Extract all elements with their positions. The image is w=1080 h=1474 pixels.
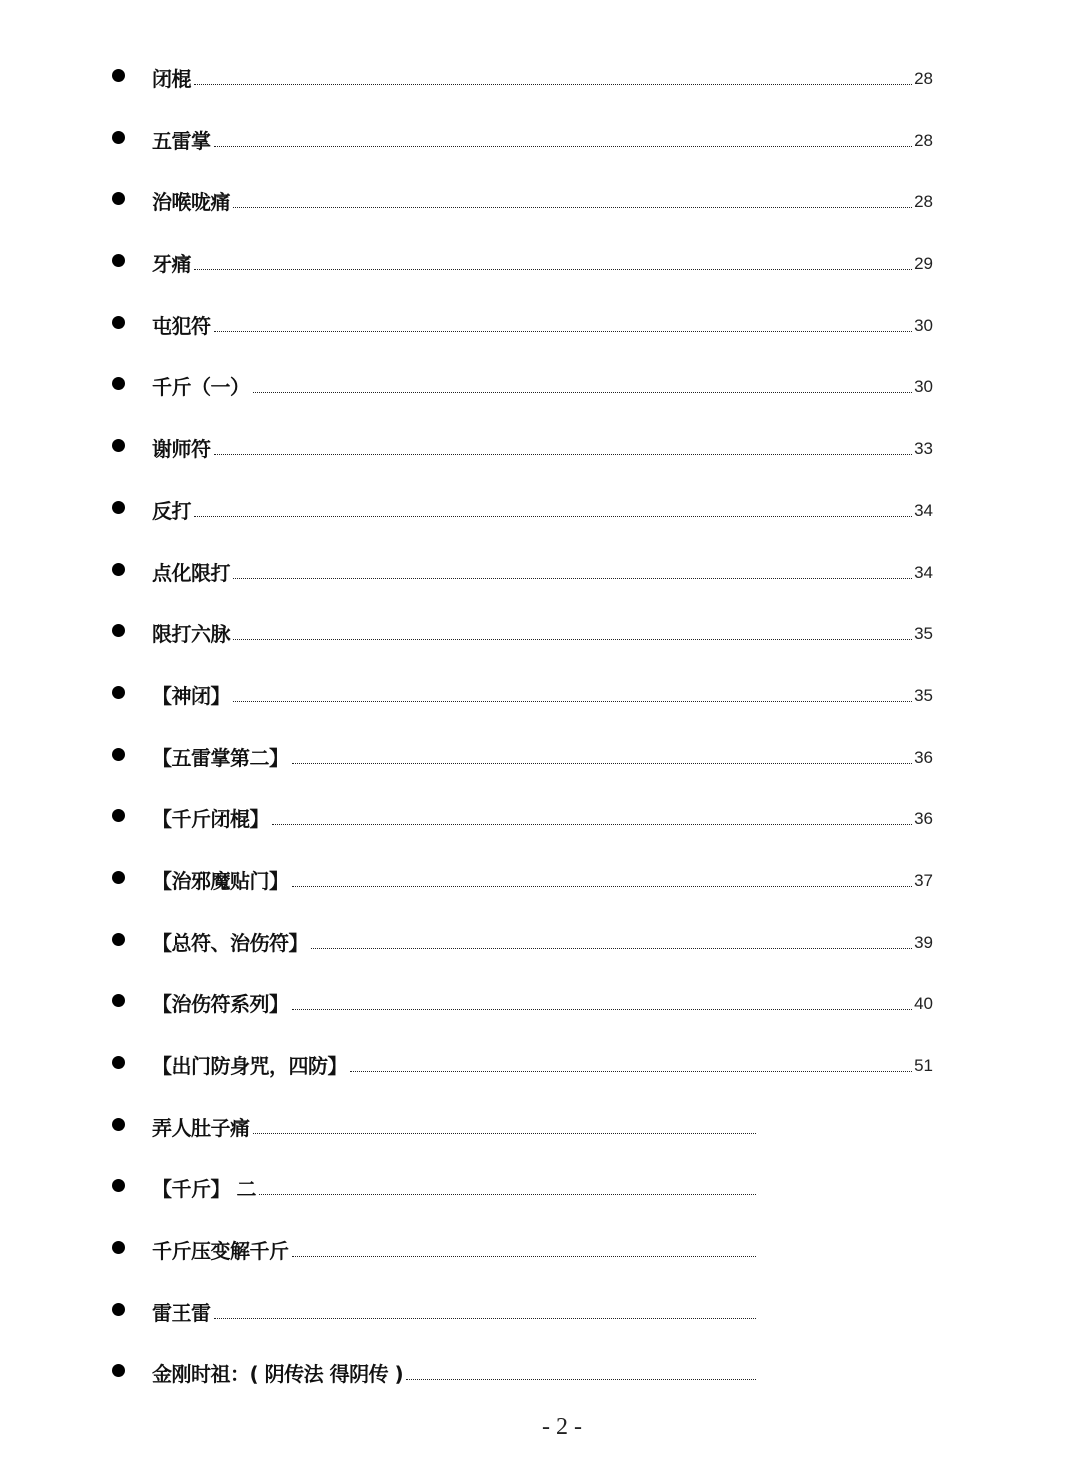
toc-entry-line — [152, 1112, 758, 1140]
toc-entry[interactable] — [0, 847, 1080, 909]
toc-entry[interactable] — [0, 724, 1080, 786]
toc-entry[interactable] — [0, 1279, 1080, 1341]
dot-leader — [233, 578, 912, 579]
toc-entry[interactable] — [0, 107, 1080, 169]
toc-entry[interactable] — [0, 970, 1080, 1032]
toc-page-number: 28 — [914, 69, 933, 88]
toc-entry-line — [152, 495, 933, 523]
toc-entry-line — [152, 1050, 933, 1078]
dot-leader — [292, 763, 913, 764]
bullet-icon — [112, 871, 125, 884]
dot-leader — [272, 824, 912, 825]
toc-page-number: 35 — [914, 624, 933, 644]
bullet-icon — [112, 254, 125, 267]
dot-leader — [214, 454, 913, 455]
toc-entry[interactable] — [0, 1155, 1080, 1217]
toc-entry-title: 【治伤符系列】 — [152, 992, 289, 1017]
bullet-icon — [112, 1118, 125, 1131]
toc-entry-title: 【五雷掌第二】 — [152, 745, 289, 770]
toc-entry[interactable] — [0, 477, 1080, 539]
toc-entry-line — [152, 186, 933, 214]
toc-entry[interactable] — [0, 353, 1080, 415]
toc-entry-title: 牙痛 — [152, 252, 191, 277]
toc-page-number: 40 — [914, 994, 933, 1014]
bullet-icon — [112, 1364, 125, 1377]
toc-entry-line — [152, 310, 933, 338]
dot-leader — [292, 1256, 757, 1257]
toc-page-number: 35 — [914, 685, 933, 705]
bullet-icon — [112, 316, 125, 329]
toc-entry-line — [152, 618, 933, 646]
bullet-icon — [112, 1241, 125, 1254]
toc-entry-title: 千斤压变解千斤 — [152, 1239, 289, 1264]
toc-entry[interactable] — [0, 415, 1080, 477]
bullet-icon — [112, 748, 125, 761]
toc-page-number: 34 — [914, 500, 933, 520]
bullet-icon — [112, 1056, 125, 1069]
bullet-icon — [112, 192, 125, 205]
toc-page-number: 30 — [914, 377, 933, 397]
bullet-icon — [112, 131, 125, 144]
toc-entry-title: 【千斤】 二 — [152, 1177, 256, 1202]
toc-entry-line — [152, 125, 933, 153]
toc-entry-title: 治喉咙痛 — [152, 190, 230, 215]
dot-leader — [292, 886, 913, 887]
table-of-contents — [0, 45, 1080, 1402]
toc-entry[interactable] — [0, 539, 1080, 601]
toc-page-number: 36 — [914, 809, 933, 829]
toc-entry-line — [152, 742, 933, 770]
toc-entry-title: 【总符、治伤符】 — [152, 930, 308, 955]
toc-page-number: 36 — [914, 747, 933, 767]
toc-entry-title: 五雷掌 — [152, 128, 211, 153]
toc-entry[interactable] — [0, 600, 1080, 662]
dot-leader — [233, 639, 912, 640]
toc-entry[interactable] — [0, 168, 1080, 230]
toc-entry-title: 雷王雷 — [152, 1300, 211, 1325]
toc-entry-line — [152, 1297, 758, 1325]
toc-entry-title: 弄人肚子痛 — [152, 1115, 250, 1140]
toc-entry[interactable] — [0, 45, 1080, 107]
bullet-icon — [112, 69, 125, 82]
toc-entry[interactable] — [0, 1094, 1080, 1156]
dot-leader — [350, 1071, 912, 1072]
toc-entry-title: 闭棍 — [152, 67, 191, 91]
bullet-icon — [112, 1303, 125, 1316]
toc-page-number: 34 — [914, 562, 933, 582]
bullet-icon — [112, 563, 125, 576]
toc-entry-title: 限打六脉 — [152, 622, 230, 647]
bullet-icon — [112, 1179, 125, 1192]
dot-leader — [214, 331, 913, 332]
toc-entry[interactable] — [0, 785, 1080, 847]
toc-entry-title: 【神闭】 — [152, 683, 230, 708]
toc-entry[interactable] — [0, 909, 1080, 971]
dot-leader — [233, 207, 912, 208]
toc-page-number: 28 — [914, 130, 933, 150]
toc-entry[interactable] — [0, 1340, 1080, 1402]
bullet-icon — [112, 439, 125, 452]
toc-entry-line — [152, 927, 933, 955]
bullet-icon — [112, 933, 125, 946]
toc-entry-title: 谢师符 — [152, 437, 211, 462]
toc-entry-line — [152, 1358, 758, 1386]
toc-entry-line — [152, 557, 933, 585]
page-number-footer: - 2 - — [542, 1414, 582, 1440]
toc-entry[interactable] — [0, 230, 1080, 292]
dot-leader — [311, 948, 912, 949]
bullet-icon — [112, 686, 125, 699]
dot-leader — [406, 1379, 756, 1380]
toc-page-number: 39 — [914, 932, 933, 952]
toc-entry[interactable] — [0, 292, 1080, 354]
toc-entry-line — [152, 1173, 758, 1201]
toc-page-number: 30 — [914, 315, 933, 335]
bullet-icon — [112, 994, 125, 1007]
toc-entry-line — [152, 988, 933, 1016]
toc-entry-title: 金刚时祖：( 阴传法 得阴传 ) — [152, 1362, 404, 1387]
toc-entry-title: 千斤（一） — [152, 375, 250, 400]
toc-page-number: 29 — [914, 254, 933, 274]
dot-leader — [194, 516, 912, 517]
dot-leader — [214, 1318, 757, 1319]
toc-entry[interactable] — [0, 662, 1080, 724]
dot-leader — [233, 701, 912, 702]
toc-entry-title: 【治邪魔贴门】 — [152, 868, 289, 893]
toc-page-number: 33 — [914, 439, 933, 459]
dot-leader — [292, 1009, 913, 1010]
toc-entry[interactable] — [0, 1032, 1080, 1094]
toc-entry-line — [152, 371, 933, 399]
dot-leader — [253, 1133, 757, 1134]
bullet-icon — [112, 501, 125, 514]
toc-page-number: 28 — [914, 192, 933, 212]
toc-entry-title: 点化限打 — [152, 560, 230, 585]
toc-entry-title: 屯犯符 — [152, 313, 211, 338]
toc-entry-line — [152, 248, 933, 276]
bullet-icon — [112, 624, 125, 637]
bullet-icon — [112, 809, 125, 822]
toc-entry-title: 【出门防身咒，四防】 — [152, 1054, 347, 1078]
toc-entry-line — [152, 433, 933, 461]
bullet-icon — [112, 377, 125, 390]
toc-entry-line — [152, 865, 933, 893]
toc-entry-line — [152, 1235, 758, 1263]
dot-leader — [194, 84, 912, 85]
toc-entry[interactable] — [0, 1217, 1080, 1279]
toc-entry-title: 【千斤闭棍】 — [152, 807, 269, 832]
dot-leader — [194, 269, 912, 270]
toc-entry-line — [152, 63, 933, 91]
toc-entry-line — [152, 803, 933, 831]
toc-entry-line — [152, 680, 933, 708]
toc-entry-title: 反打 — [152, 498, 191, 523]
toc-page-number: 37 — [914, 870, 933, 890]
toc-page-number: 51 — [914, 1056, 933, 1075]
dot-leader — [259, 1194, 756, 1195]
dot-leader — [253, 392, 913, 393]
dot-leader — [214, 146, 913, 147]
